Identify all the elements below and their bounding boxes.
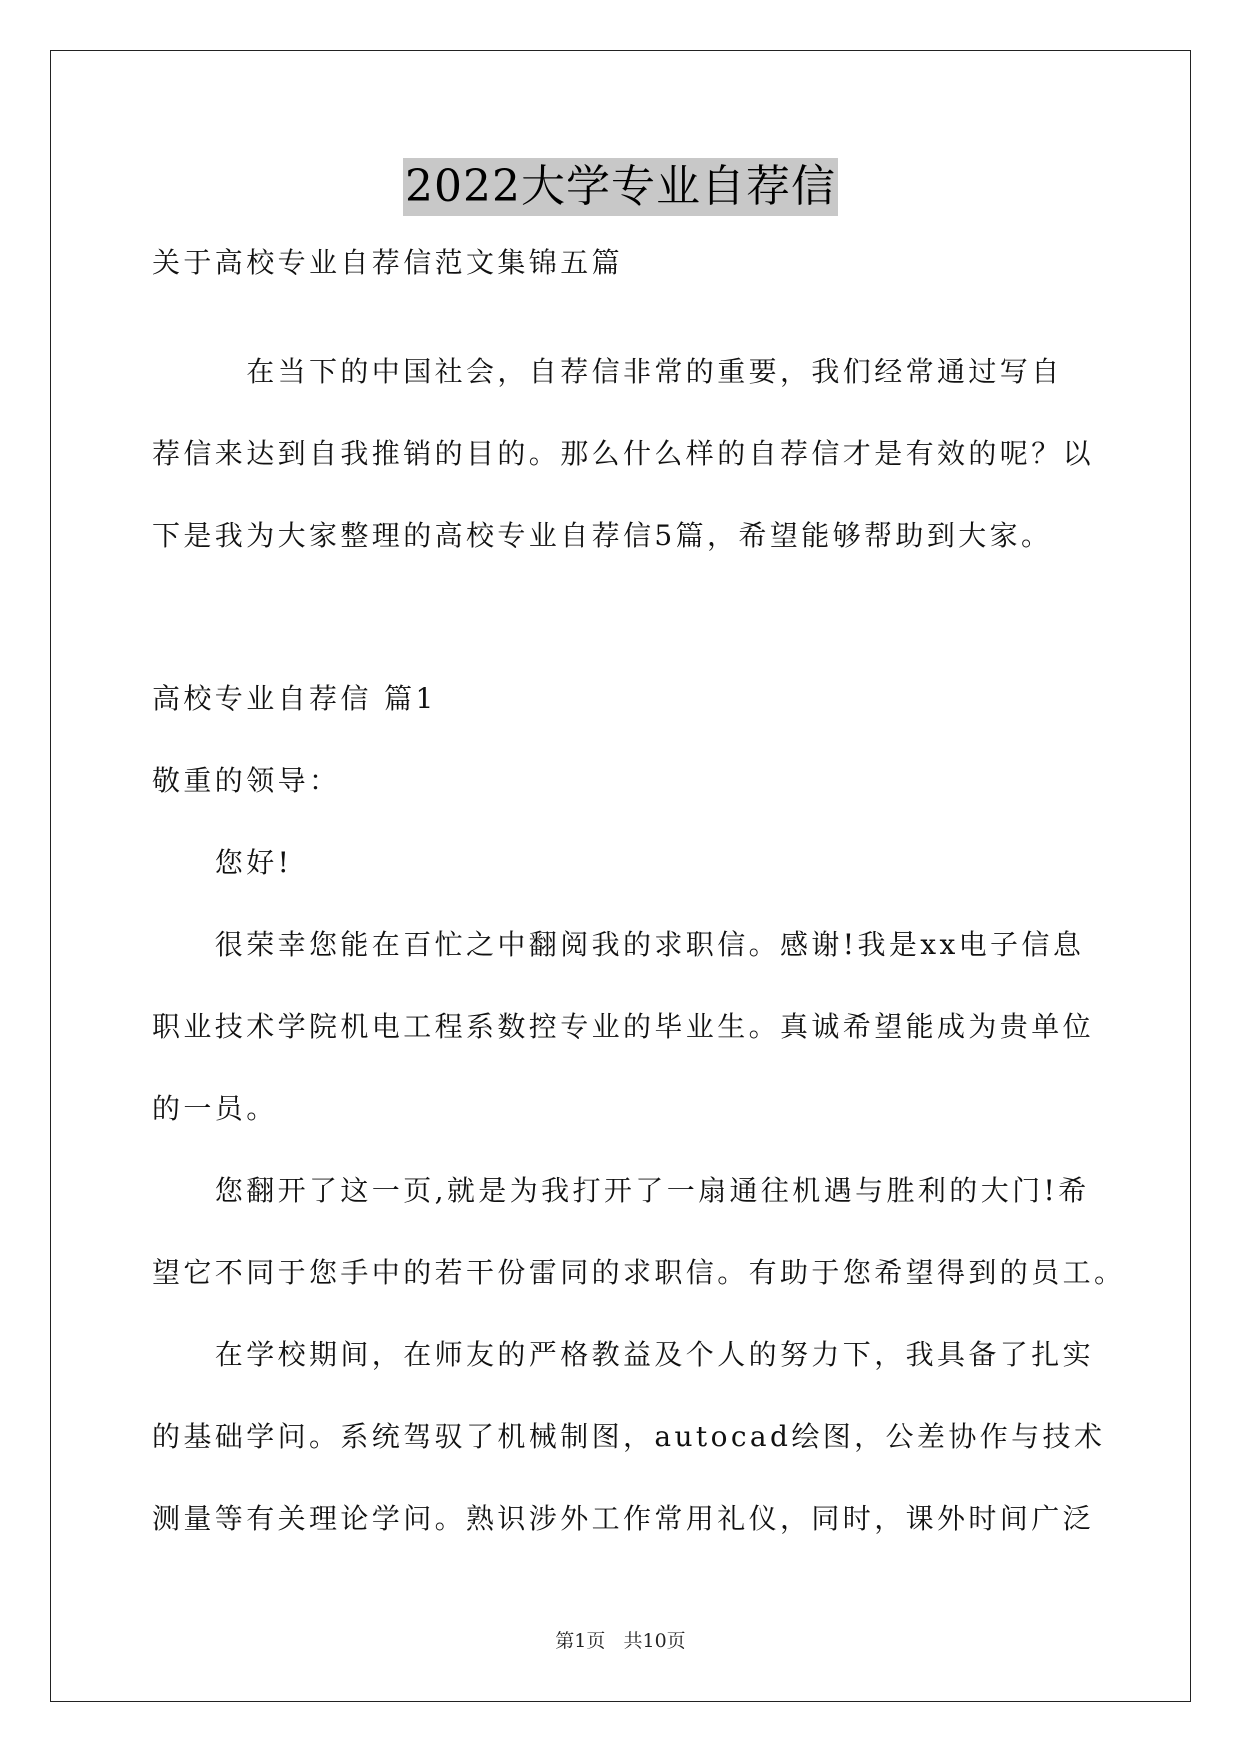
section-heading: 高校专业自荐信 篇1 [152,682,437,715]
paragraph-line: 职业技术学院机电工程系数控专业的毕业生。真诚希望能成为贵单位 [152,1010,1095,1043]
paragraph-line: 在当下的中国社会，自荐信非常的重要，我们经常通过写自 [152,355,1063,388]
title-container [0,158,1241,216]
paragraph-line: 望它不同于您手中的若干份雷同的求职信。有助于您希望得到的员工。 [152,1256,1126,1289]
paragraph-line: 的基础学问。系统驾驭了机械制图，autocad绘图，公差协作与技术 [152,1420,1106,1453]
document-title: 2022大学专业自荐信 [403,158,838,216]
paragraph-line: 下是我为大家整理的高校专业自荐信5篇，希望能够帮助到大家。 [152,519,1053,552]
paragraph-line: 测量等有关理论学问。熟识涉外工作常用礼仪，同时，课外时间广泛 [152,1502,1095,1535]
greeting-line: 您好! [152,846,293,879]
salutation-line: 敬重的领导： [152,764,341,797]
paragraph-line: 的一员。 [152,1092,278,1125]
page-number-footer: 第1页 共10页 [555,1630,686,1652]
paragraph-line: 您翻开了这一页,就是为我打开了一扇通往机遇与胜利的大门!希 [152,1174,1090,1207]
paragraph-line: 很荣幸您能在百忙之中翻阅我的求职信。感谢!我是xx电子信息 [152,928,1085,961]
paragraph-line: 在学校期间，在师友的严格教益及个人的努力下，我具备了扎实 [152,1338,1095,1371]
paragraph-line: 荐信来达到自我推销的目的。那么什么样的自荐信才是有效的呢？以 [152,437,1095,470]
subtitle-line: 关于高校专业自荐信范文集锦五篇 [152,246,624,279]
